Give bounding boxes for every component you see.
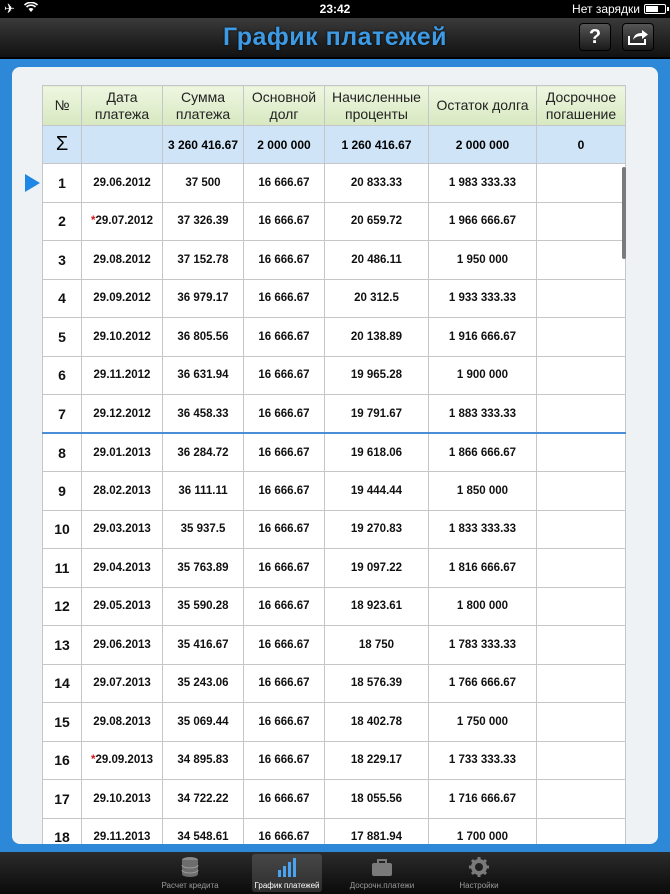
row-interest: 20 138.89 [325, 318, 429, 357]
row-interest: 17 881.94 [325, 818, 429, 844]
totals-interest: 1 260 416.67 [325, 126, 429, 164]
row-principal: 16 666.67 [244, 472, 325, 511]
row-early-repayment[interactable] [537, 626, 626, 665]
table-row[interactable] [43, 395, 626, 434]
row-date-text: 29.10.2013 [93, 792, 151, 805]
row-principal: 16 666.67 [244, 395, 325, 434]
row-date-text: 29.01.2013 [93, 446, 151, 459]
row-number: 2 [43, 202, 82, 241]
tab-bar [0, 852, 670, 894]
row-number: 4 [43, 279, 82, 318]
row-interest: 19 097.22 [325, 549, 429, 588]
table-row[interactable] [43, 664, 626, 703]
row-principal: 16 666.67 [244, 433, 325, 472]
row-interest: 20 312.5 [325, 279, 429, 318]
row-date [82, 549, 163, 588]
row-balance: 1 983 333.33 [429, 164, 537, 203]
row-balance: 1 716 666.67 [429, 780, 537, 819]
row-principal: 16 666.67 [244, 780, 325, 819]
row-early-repayment[interactable] [537, 433, 626, 472]
row-interest: 20 486.11 [325, 241, 429, 280]
current-row-marker-icon [25, 174, 40, 192]
totals-balance: 2 000 000 [429, 126, 537, 164]
bar-chart-icon [252, 856, 322, 878]
battery-icon [644, 4, 666, 14]
row-principal: 16 666.67 [244, 587, 325, 626]
row-principal: 16 666.67 [244, 703, 325, 742]
row-number: 3 [43, 241, 82, 280]
modified-marker: * [90, 215, 96, 228]
scrollbar[interactable] [622, 167, 626, 259]
row-date-text: 28.02.2013 [93, 484, 151, 497]
row-early-repayment[interactable] [537, 549, 626, 588]
row-principal: 16 666.67 [244, 164, 325, 203]
row-number: 12 [43, 587, 82, 626]
modified-marker: * [90, 754, 96, 767]
row-early-repayment[interactable] [537, 202, 626, 241]
payment-rows [43, 164, 626, 845]
table-header-row [43, 86, 626, 126]
row-early-repayment[interactable] [537, 587, 626, 626]
row-number: 10 [43, 510, 82, 549]
tab-payment-schedule[interactable] [252, 854, 322, 892]
database-icon [155, 856, 225, 878]
row-early-repayment[interactable] [537, 664, 626, 703]
row-early-repayment[interactable] [537, 241, 626, 280]
row-early-repayment[interactable] [537, 741, 626, 780]
row-date [82, 202, 163, 241]
row-early-repayment[interactable] [537, 395, 626, 434]
schedule-sheet [12, 67, 658, 844]
row-balance: 1 866 666.67 [429, 433, 537, 472]
row-number: 15 [43, 703, 82, 742]
row-balance: 1 750 000 [429, 703, 537, 742]
row-date-text: 29.04.2013 [93, 561, 151, 574]
table-row[interactable] [43, 433, 626, 472]
row-balance: 1 900 000 [429, 356, 537, 395]
row-payment: 35 416.67 [163, 626, 244, 665]
row-interest: 18 229.17 [325, 741, 429, 780]
row-payment: 35 590.28 [163, 587, 244, 626]
row-number: 14 [43, 664, 82, 703]
row-interest: 19 791.67 [325, 395, 429, 434]
tab-label: Настройки [459, 881, 499, 890]
totals-date [82, 126, 163, 164]
help-button[interactable] [579, 23, 611, 51]
row-principal: 16 666.67 [244, 818, 325, 844]
row-date-text: 29.07.2013 [93, 677, 151, 690]
briefcase-icon [347, 856, 417, 878]
share-button[interactable] [622, 23, 654, 51]
row-number: 17 [43, 780, 82, 819]
row-balance: 1 733 333.33 [429, 741, 537, 780]
col-header-interest[interactable]: Начисленные проценты [325, 86, 429, 126]
row-number: 1 [43, 164, 82, 203]
row-payment: 34 895.83 [163, 741, 244, 780]
row-date [82, 433, 163, 472]
row-number: 13 [43, 626, 82, 665]
tab-label: Досрочн.платежи [349, 881, 415, 890]
status-time: 23:42 [319, 2, 351, 16]
row-balance: 1 800 000 [429, 587, 537, 626]
row-balance: 1 966 666.67 [429, 202, 537, 241]
row-interest: 18 750 [325, 626, 429, 665]
row-balance: 1 766 666.67 [429, 664, 537, 703]
row-date [82, 318, 163, 357]
col-header-balance[interactable]: Остаток долга [429, 86, 537, 126]
row-principal: 16 666.67 [244, 241, 325, 280]
share-icon [627, 28, 649, 46]
tab-label: График платежей [254, 881, 320, 890]
row-payment: 37 326.39 [163, 202, 244, 241]
row-date-text: 29.08.2013 [93, 715, 151, 728]
row-early-repayment[interactable] [537, 510, 626, 549]
table-row[interactable] [43, 818, 626, 844]
totals-early: 0 [537, 126, 626, 164]
row-date-text: 29.10.2012 [93, 330, 151, 343]
row-payment: 36 458.33 [163, 395, 244, 434]
row-principal: 16 666.67 [244, 202, 325, 241]
table-row[interactable] [43, 703, 626, 742]
row-payment: 36 979.17 [163, 279, 244, 318]
row-early-repayment[interactable] [537, 356, 626, 395]
row-principal: 16 666.67 [244, 356, 325, 395]
row-date [82, 626, 163, 665]
row-early-repayment[interactable] [537, 703, 626, 742]
table-row[interactable] [43, 356, 626, 395]
row-payment: 35 763.89 [163, 549, 244, 588]
row-principal: 16 666.67 [244, 741, 325, 780]
tab-label: Расчет кредита [161, 881, 219, 890]
totals-payment: 3 260 416.67 [163, 126, 244, 164]
totals-symbol: Σ [43, 126, 82, 164]
row-date-text: 29.08.2012 [93, 253, 151, 266]
row-date [82, 395, 163, 434]
row-number: 11 [43, 549, 82, 588]
tab-loan-calculation[interactable] [155, 854, 225, 892]
row-date-text: 29.06.2013 [93, 638, 151, 651]
col-header-date[interactable]: Дата платежа [82, 86, 163, 126]
row-date-text: 29.12.2012 [93, 407, 151, 420]
row-early-repayment[interactable] [537, 472, 626, 511]
row-date [82, 510, 163, 549]
row-number: 8 [43, 433, 82, 472]
row-number: 6 [43, 356, 82, 395]
row-number: 16 [43, 741, 82, 780]
table-row[interactable] [43, 741, 626, 780]
row-balance: 1 850 000 [429, 472, 537, 511]
row-number: 9 [43, 472, 82, 511]
row-date-text: 29.09.2013 [95, 754, 154, 767]
row-balance: 1 833 333.33 [429, 510, 537, 549]
row-date [82, 587, 163, 626]
battery-status-text: Нет зарядки [572, 2, 640, 16]
row-payment: 34 722.22 [163, 780, 244, 819]
table-row[interactable] [43, 318, 626, 357]
airplane-icon: ✈ [4, 1, 15, 16]
row-balance: 1 816 666.67 [429, 549, 537, 588]
table-row[interactable] [43, 164, 626, 203]
row-balance: 1 700 000 [429, 818, 537, 844]
row-date [82, 279, 163, 318]
row-date-text: 29.07.2012 [95, 215, 154, 228]
row-date [82, 741, 163, 780]
col-header-early-repayment[interactable]: Досрочное погашение [537, 86, 626, 126]
row-date [82, 164, 163, 203]
row-date [82, 472, 163, 511]
row-number: 18 [43, 818, 82, 844]
row-date [82, 356, 163, 395]
row-balance: 1 783 333.33 [429, 626, 537, 665]
row-number: 5 [43, 318, 82, 357]
row-balance: 1 916 666.67 [429, 318, 537, 357]
row-date-text: 29.03.2013 [93, 523, 151, 536]
status-bar [0, 0, 670, 18]
row-date-text: 29.09.2012 [93, 292, 151, 305]
totals-row [43, 126, 626, 164]
row-interest: 19 270.83 [325, 510, 429, 549]
row-interest: 18 402.78 [325, 703, 429, 742]
row-interest: 20 659.72 [325, 202, 429, 241]
row-payment: 36 284.72 [163, 433, 244, 472]
row-payment: 36 805.56 [163, 318, 244, 357]
row-interest: 19 965.28 [325, 356, 429, 395]
row-early-repayment[interactable] [537, 164, 626, 203]
totals-principal: 2 000 000 [244, 126, 325, 164]
row-date [82, 780, 163, 819]
row-early-repayment[interactable] [537, 818, 626, 844]
table-row[interactable] [43, 202, 626, 241]
row-early-repayment[interactable] [537, 279, 626, 318]
col-header-payment[interactable]: Сумма платежа [163, 86, 244, 126]
row-payment: 36 111.11 [163, 472, 244, 511]
row-principal: 16 666.67 [244, 626, 325, 665]
row-payment: 35 243.06 [163, 664, 244, 703]
table-row[interactable] [43, 780, 626, 819]
row-principal: 16 666.67 [244, 549, 325, 588]
gear-icon [444, 856, 514, 878]
row-payment: 37 500 [163, 164, 244, 203]
row-principal: 16 666.67 [244, 279, 325, 318]
col-header-principal[interactable]: Основной долг [244, 86, 325, 126]
table-row[interactable] [43, 587, 626, 626]
row-payment: 34 548.61 [163, 818, 244, 844]
title-bar [0, 18, 670, 58]
table-row[interactable] [43, 241, 626, 280]
row-date-text: 29.05.2013 [93, 600, 151, 613]
row-principal: 16 666.67 [244, 318, 325, 357]
table-row[interactable] [43, 510, 626, 549]
row-date-text: 29.06.2012 [93, 176, 151, 189]
row-interest: 18 055.56 [325, 780, 429, 819]
row-payment: 36 631.94 [163, 356, 244, 395]
table-row[interactable] [43, 549, 626, 588]
row-balance: 1 950 000 [429, 241, 537, 280]
row-number: 7 [43, 395, 82, 434]
col-header-number[interactable]: № [43, 86, 82, 126]
row-date-text: 29.11.2012 [93, 369, 151, 382]
table-row[interactable] [43, 279, 626, 318]
row-balance: 1 933 333.33 [429, 279, 537, 318]
row-principal: 16 666.67 [244, 510, 325, 549]
table-row[interactable] [43, 472, 626, 511]
question-mark-icon: ? [588, 26, 602, 48]
payment-schedule-table [42, 85, 626, 844]
page-title: График платежей [223, 23, 447, 51]
row-principal: 16 666.67 [244, 664, 325, 703]
row-payment: 35 937.5 [163, 510, 244, 549]
row-date-text: 29.11.2013 [93, 831, 151, 844]
row-balance: 1 883 333.33 [429, 395, 537, 434]
row-interest: 19 444.44 [325, 472, 429, 511]
tab-settings[interactable] [444, 854, 514, 892]
row-date [82, 241, 163, 280]
row-early-repayment[interactable] [537, 318, 626, 357]
row-date [82, 703, 163, 742]
row-payment: 35 069.44 [163, 703, 244, 742]
table-row[interactable] [43, 626, 626, 665]
tab-early-payments[interactable] [347, 854, 417, 892]
content-frame [0, 59, 670, 852]
row-interest: 18 923.61 [325, 587, 429, 626]
row-date [82, 818, 163, 844]
row-interest: 18 576.39 [325, 664, 429, 703]
row-date [82, 664, 163, 703]
row-interest: 20 833.33 [325, 164, 429, 203]
row-interest: 19 618.06 [325, 433, 429, 472]
row-early-repayment[interactable] [537, 780, 626, 819]
row-payment: 37 152.78 [163, 241, 244, 280]
